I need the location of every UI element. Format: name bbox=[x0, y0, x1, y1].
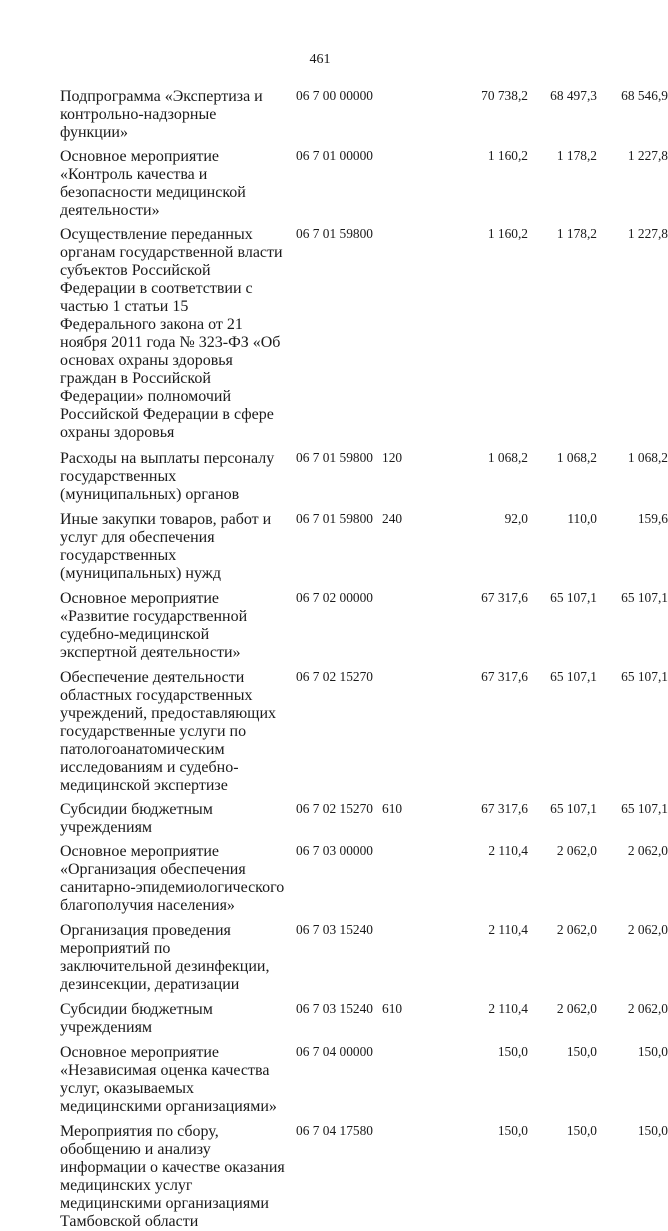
row-value-3: 2 062,0 bbox=[627, 843, 668, 858]
row-value-2: 150,0 bbox=[566, 1123, 597, 1138]
row-value-1: 67 317,6 bbox=[481, 590, 528, 605]
row-value-2: 2 062,0 bbox=[556, 1001, 597, 1016]
row-csr-code: 06 7 04 17580 bbox=[296, 1123, 373, 1138]
row-csr-code: 06 7 03 15240 bbox=[296, 1001, 373, 1016]
row-value-1: 70 738,2 bbox=[481, 88, 528, 103]
table-row bbox=[60, 1123, 668, 1231]
table-row bbox=[60, 226, 668, 442]
table-row bbox=[60, 1001, 668, 1037]
row-name: Обеспечение деятельности областных государственных учреждений, предоставляющих государственные услуги по патологоанатомическим исследованиям и судебно-медицинской экспертизе bbox=[60, 669, 277, 794]
row-name: Субсидии бюджетным учреждениям bbox=[60, 801, 213, 836]
row-csr-code: 06 7 01 59800 bbox=[296, 511, 373, 526]
row-name: Иные закупки товаров, работ и услуг для обеспечения государственных (муниципальных) нужд bbox=[60, 511, 272, 582]
row-value-1: 1 160,2 bbox=[487, 226, 528, 241]
row-csr-code: 06 7 01 59800 bbox=[296, 226, 373, 241]
row-csr-code: 06 7 04 00000 bbox=[296, 1044, 373, 1059]
row-value-2: 65 107,1 bbox=[550, 669, 597, 684]
table-row bbox=[60, 511, 668, 583]
table-row bbox=[60, 801, 668, 837]
row-value-3: 2 062,0 bbox=[627, 922, 668, 937]
row-csr-code: 06 7 02 15270 bbox=[296, 669, 373, 684]
row-value-2: 1 178,2 bbox=[556, 226, 597, 241]
row-value-3: 65 107,1 bbox=[621, 669, 668, 684]
table-row bbox=[60, 88, 668, 142]
row-csr-code: 06 7 01 00000 bbox=[296, 148, 373, 163]
table-row bbox=[60, 450, 668, 504]
row-value-2: 2 062,0 bbox=[556, 922, 597, 937]
row-value-3: 159,6 bbox=[637, 511, 668, 526]
row-value-3: 150,0 bbox=[637, 1044, 668, 1059]
row-name: Осуществление переданных органам государственной власти субъектов Российской Федерации в соответствии с частью 1 статьи 15 Федерального закона от 21 ноября 2011 года № 323-ФЗ «Об основах охраны здоровья граждан в Российской Федерации» полномочий Российской Федерации в сфере охраны здоровья bbox=[60, 226, 283, 441]
table-row bbox=[60, 1044, 668, 1116]
row-value-2: 150,0 bbox=[566, 1044, 597, 1059]
row-vr-code: 240 bbox=[382, 511, 403, 526]
page-number: 461 bbox=[309, 52, 331, 67]
table-row bbox=[60, 590, 668, 662]
row-name: Расходы на выплаты персоналу государственных (муниципальных) органов bbox=[60, 450, 275, 503]
row-value-1: 150,0 bbox=[497, 1123, 528, 1138]
row-csr-code: 06 7 02 15270 bbox=[296, 801, 373, 816]
row-csr-code: 06 7 01 59800 bbox=[296, 450, 373, 465]
row-value-1: 92,0 bbox=[504, 511, 528, 526]
row-value-3: 65 107,1 bbox=[621, 590, 668, 605]
row-value-2: 65 107,1 bbox=[550, 801, 597, 816]
row-value-1: 2 110,4 bbox=[488, 1001, 528, 1016]
row-csr-code: 06 7 03 00000 bbox=[296, 843, 373, 858]
row-name: Основное мероприятие «Организация обеспечения санитарно-эпидемиологического благополучия населения» bbox=[60, 843, 285, 914]
row-value-2: 1 068,2 bbox=[556, 450, 597, 465]
row-name: Основное мероприятие «Независимая оценка качества услуг, оказываемых медицинскими организациями» bbox=[60, 1044, 277, 1115]
row-name: Основное мероприятие «Развитие государственной судебно-медицинской экспертной деятельности» bbox=[60, 590, 248, 661]
row-value-2: 65 107,1 bbox=[550, 590, 597, 605]
row-value-1: 150,0 bbox=[497, 1044, 528, 1059]
row-value-2: 68 497,3 bbox=[550, 88, 597, 103]
row-value-1: 67 317,6 bbox=[481, 669, 528, 684]
row-name: Основное мероприятие «Контроль качества и безопасности медицинской деятельности» bbox=[60, 148, 246, 219]
row-value-3: 65 107,1 bbox=[621, 801, 668, 816]
row-csr-code: 06 7 02 00000 bbox=[296, 590, 373, 605]
row-value-1: 67 317,6 bbox=[481, 801, 528, 816]
row-value-1: 1 068,2 bbox=[487, 450, 528, 465]
row-csr-code: 06 7 00 00000 bbox=[296, 88, 373, 103]
row-value-3: 150,0 bbox=[637, 1123, 668, 1138]
row-value-3: 1 068,2 bbox=[627, 450, 668, 465]
table-row bbox=[60, 669, 668, 795]
row-name: Мероприятия по сбору, обобщению и анализу информации о качестве оказания медицинских услуг медицинскими организациями Тамбовской области bbox=[60, 1123, 285, 1230]
budget-table bbox=[60, 88, 668, 1231]
row-value-2: 2 062,0 bbox=[556, 843, 597, 858]
row-value-2: 1 178,2 bbox=[556, 148, 597, 163]
row-value-1: 1 160,2 bbox=[487, 148, 528, 163]
row-value-3: 2 062,0 bbox=[627, 1001, 668, 1016]
row-name: Субсидии бюджетным учреждениям bbox=[60, 1001, 213, 1036]
table-row bbox=[60, 148, 668, 220]
row-csr-code: 06 7 03 15240 bbox=[296, 922, 373, 937]
row-value-1: 2 110,4 bbox=[488, 843, 528, 858]
row-value-3: 68 546,9 bbox=[621, 88, 668, 103]
row-name: Подпрограмма «Экспертиза и контрольно-надзорные функции» bbox=[60, 88, 263, 141]
row-vr-code: 610 bbox=[382, 1001, 403, 1016]
row-value-3: 1 227,8 bbox=[627, 226, 668, 241]
row-value-1: 2 110,4 bbox=[488, 922, 528, 937]
row-value-3: 1 227,8 bbox=[627, 148, 668, 163]
row-vr-code: 610 bbox=[382, 801, 403, 816]
row-vr-code: 120 bbox=[382, 450, 403, 465]
table-row bbox=[60, 843, 668, 915]
table-row bbox=[60, 922, 668, 994]
row-value-2: 110,0 bbox=[567, 511, 597, 526]
row-name: Организация проведения мероприятий по заключительной дезинфекции, дезинсекции, дератизации bbox=[60, 922, 270, 993]
